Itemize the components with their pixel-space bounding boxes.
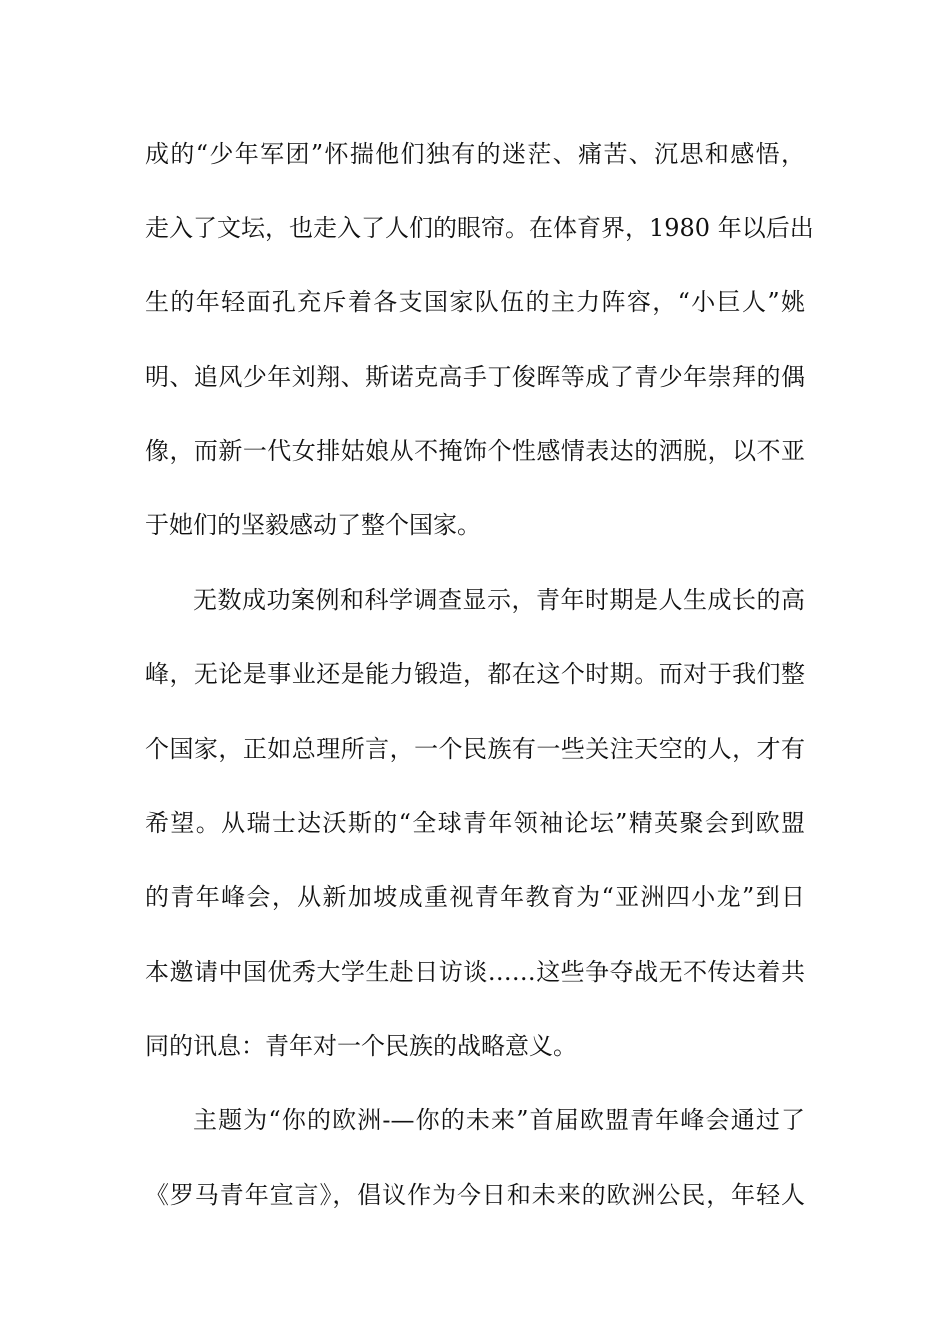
text-line-4: 明、追风少年刘翔、斯诺克高手丁俊晖等成了青少年崇拜的偶 xyxy=(145,363,805,391)
text-line-15: 《罗马青年宣言》，倡议作为今日和未来的欧洲公民，年轻人 xyxy=(145,1181,805,1209)
text-line-3: 生的年轻面孔充斥着各支国家队伍的主力阵容，“小巨人”姚 xyxy=(145,288,805,316)
text-line-11: 的青年峰会，从新加坡成重视青年教育为“亚洲四小龙”到日 xyxy=(145,883,805,911)
text-line-14: 主题为“你的欧洲-—你的未来”首届欧盟青年峰会通过了 xyxy=(193,1106,805,1134)
text-line-12: 本邀请中国优秀大学生赴日访谈……这些争夺战无不传达着共 xyxy=(145,958,805,986)
text-line-5: 像，而新一代女排姑娘从不掩饰个性感情表达的洒脱，以不亚 xyxy=(145,437,805,465)
text-line-9: 个国家，正如总理所言，一个民族有一些关注天空的人，才有 xyxy=(145,735,805,763)
text-line-6: 于她们的坚毅感动了整个国家。 xyxy=(145,511,481,539)
text-line-10: 希望。从瑞士达沃斯的“全球青年领袖论坛”精英聚会到欧盟 xyxy=(145,809,805,837)
text-line-2: 走入了文坛，也走入了人们的眼帘。在体育界，1980 年以后出 xyxy=(145,214,814,242)
text-line-7: 无数成功案例和科学调查显示，青年时期是人生成长的高 xyxy=(193,586,805,614)
text-line-13: 同的讯息：青年对一个民族的战略意义。 xyxy=(145,1032,577,1060)
text-line-8: 峰，无论是事业还是能力锻造，都在这个时期。而对于我们整 xyxy=(145,660,805,688)
text-line-1: 成的“少年军团”怀揣他们独有的迷茫、痛苦、沉思和感悟， xyxy=(145,140,805,168)
